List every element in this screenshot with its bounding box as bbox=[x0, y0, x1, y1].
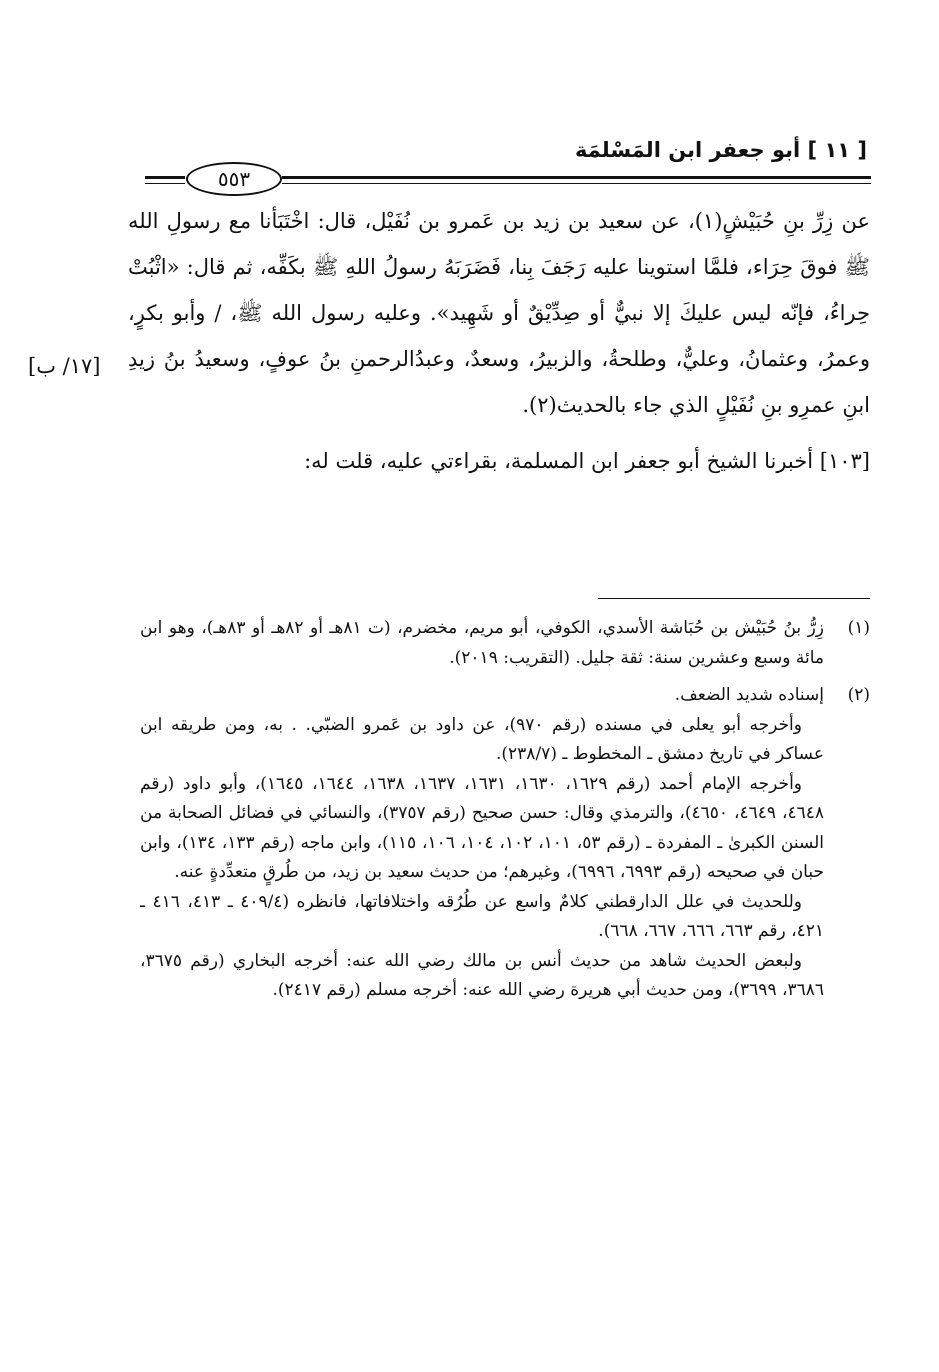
footnote-paragraph: وأخرجه الإمام أحمد (رقم ١٦٢٩، ١٦٣٠، ١٦٣١، ١٦٣٧، ١٦٣٨، ١٦٤٤، ١٦٤٥)، وأبو داود (رقم ٤٦٤٨، ٤٦٤٩، ٤٦٥٠)، والترمذي وقال: حسن صحيح (رقم ٣٧٥٧)، والنسائي في فضائل الصحابة من السنن الكبرىٰ ـ المفردة ـ (رقم ٥٣، ١٠١، ١٠٢، ١٠٤، ١٠٦، ١١٥)، وابن ماجه (رقم ١٣٣، ١٣٤)، وابن حبان في صحيحه (رقم ٦٩٩٣، ٦٩٩٦)، وغيرهم؛ من حديث سعيد بن زيد، من طُرقٍ متعدِّدةٍ عنه. bbox=[140, 773, 825, 882]
footnote bbox=[140, 614, 870, 673]
main-paragraph: [١٠٣] أخبرنا الشيخ أبو جعفر ابن المسلمة، بقراءتي عليه، قلت له: bbox=[304, 449, 870, 473]
footnote-number: (٢) bbox=[847, 685, 870, 705]
footnote-paragraph: وأخرجه أبو يعلى في مسنده (رقم ٩٧٠)، عن داود بن عَمرو الضبّي. . به، ومن طريقه ابن عساكر في تاريخ دمشق ـ المخطوط ـ (٢٣٨/٧). bbox=[140, 714, 824, 764]
footnote-paragraph: وللحديث في علل الدارقطني كلامٌ واسع عن طُرُقه واختلافاتها، فانظره (٤٠٩/٤ ـ ٤١٣، ٤١٦ ـ ٤٢١، رقم ٦٦٣، ٦٦٦، ٦٦٧، ٦٦٨). bbox=[140, 891, 824, 941]
header-rule-left-thin bbox=[145, 183, 185, 184]
footnote-separator bbox=[598, 598, 870, 599]
header-rule-thin bbox=[282, 183, 871, 184]
header-rule-left bbox=[145, 176, 185, 179]
page-number-oval bbox=[186, 162, 282, 196]
margin-folio-note: [١٧/ ب] bbox=[28, 354, 101, 378]
footnote-paragraph: ولبعض الحديث شاهد من حديث أنس بن مالك رضي الله عنه: أخرجه البخاري (رقم ٣٦٧٥، ٣٦٨٦، ٣٦٩٩)، ومن حديث أبي هريرة رضي الله عنه: أخرجه مسلم (رقم ٢٤١٧). bbox=[140, 950, 824, 1000]
page-number: ٥٥٣ bbox=[217, 167, 251, 191]
footnote-body bbox=[140, 614, 824, 673]
header-rule bbox=[282, 176, 871, 179]
footnote-number: (١) bbox=[847, 618, 870, 638]
footnote-paragraph: زِرُّ بنُ حُبَيْش بن حُبَاشة الأسدي، الكوفي، أبو مريم، مخضرم، (ت ٨١هـ أو ٨٢هـ أو ٨٣هـ)، وهو ابن مائة وسبع وعشرين سنة: ثقة جليل. (التقريب: ٢٠١٩). bbox=[140, 618, 825, 668]
footnote-paragraph: إسناده شديد الضعف. bbox=[674, 685, 824, 705]
footnote-body bbox=[140, 681, 824, 1006]
footnote bbox=[140, 681, 870, 1006]
main-text bbox=[128, 198, 870, 484]
footnotes bbox=[140, 614, 870, 1006]
main-paragraph: عن زِرِّ بنِ حُبَيْشٍ(١)، عن سعيد بن زيد بن عَمرو بن نُفَيْل، قال: اخْتَبَأنا مع رسولِ الله ﷺ فوقَ حِرَاء، فلمَّا استوينا عليه رَجَفَ بِنا، فَضَرَبَهُ رسولُ اللهِ ﷺ بكَفِّه، ثم قال: «اثْبُتْ حِراءُ، فإنّه ليس عليكَ إلا نبيٌّ أو صِدِّيْقٌ أو شَهِيد». وعليه رسول الله ﷺ، / وأبو بكرٍ، وعمرُ، وعثمانُ، وعليٌّ، وطلحةُ، والزبيرُ، وسعدٌ، وعبدُالرحمنِ بنُ عوفٍ، وسعيدُ بنُ زيدِ ابنِ عمرِو بنِ نُفَيْلٍ الذي جاء بالحديث(٢). bbox=[128, 209, 870, 417]
running-header: [ ١١ ] أبو جعفر ابن المَسْلمَة bbox=[574, 138, 867, 162]
